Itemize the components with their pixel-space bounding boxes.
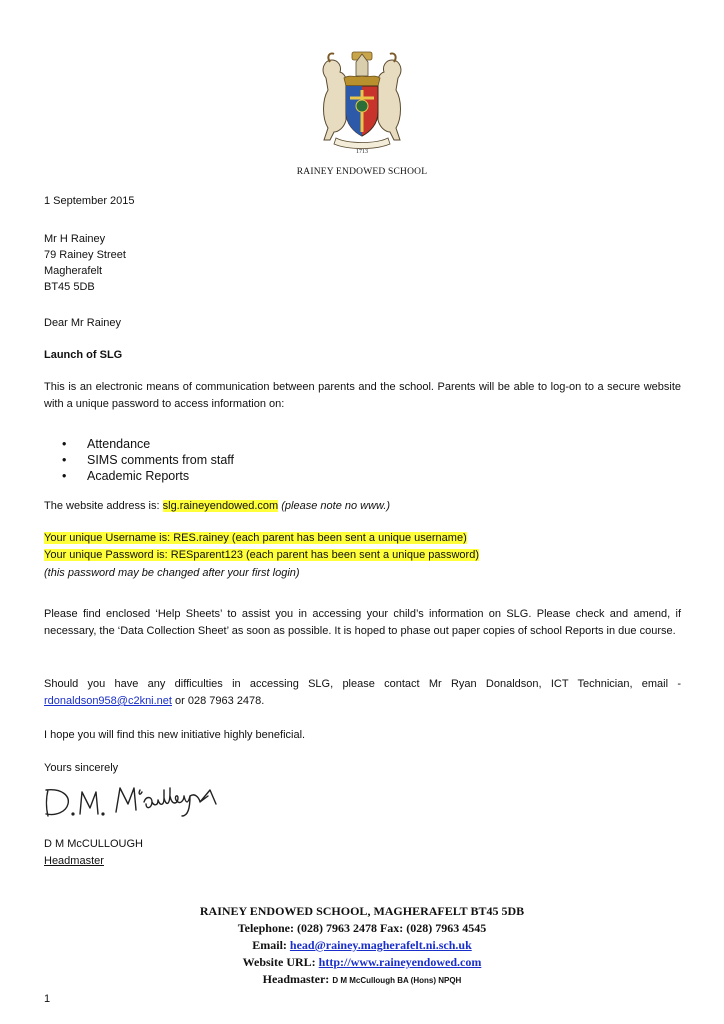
footer-phone: Telephone: (028) 7963 2478 Fax: (028) 7963 4545 [237, 921, 487, 935]
recipient-name: Mr H Rainey [44, 233, 106, 245]
recipient-street: 79 Rainey Street [44, 249, 126, 261]
recipient-town: Magherafelt [44, 265, 103, 277]
signatory-title: Headmaster [44, 855, 104, 867]
password-line: Your unique Password is: RESparent123 (each parent has been sent a unique password) [44, 549, 479, 561]
bullet-item: • SIMS comments from staff [62, 452, 234, 468]
help-paragraph: Please find enclosed ‘Help Sheets’ to assist you in accessing your child’s information on SLG. Please check and amend, if necessary, the ‘Data Collection Sheet’ as soon as possible. It is hoped to phase out paper copies of school Reports in due course. [44, 608, 681, 637]
footer-headmaster-line [0, 971, 724, 989]
closing-hope: I hope you will find this new initiative highly beneficial. [44, 729, 306, 741]
info-bullet-list [62, 436, 234, 484]
footer-email-line [0, 937, 724, 954]
school-crest-logo [312, 48, 412, 154]
bullet-item: • Attendance [62, 436, 234, 452]
website-note: (please note no www.) [281, 500, 391, 512]
sign-off: Yours sincerely [44, 762, 119, 774]
handwritten-signature [40, 782, 230, 822]
contact-phone: or 028 7963 2478. [171, 695, 265, 707]
footer-head-label: Headmaster: [262, 972, 333, 986]
letter-subject: Launch of SLG [44, 349, 123, 361]
website-address: slg.raineyendowed.com [162, 500, 279, 512]
footer-address: RAINEY ENDOWED SCHOOL, MAGHERAFELT BT45 5DB [199, 904, 525, 918]
password-note: (this password may be changed after your first login) [44, 567, 300, 579]
crest-year: 1713 [356, 149, 368, 154]
intro-paragraph: This is an electronic means of communication between parents and the school. Parents will be able to log-on to a secure website with a unique password to access information on: [44, 381, 681, 410]
signatory-name: D M McCULLOUGH [44, 838, 144, 850]
footer-head-name: D M McCullough BA (Hons) NPQH [332, 976, 462, 985]
footer-website-line [0, 954, 724, 971]
footer-email-label: Email: [252, 938, 290, 952]
contact-paragraph [44, 676, 681, 710]
contact-email-link[interactable]: rdonaldson958@c2kni.net [44, 695, 172, 707]
website-prefix: The website address is: [44, 500, 163, 512]
letterhead-school-name: RAINEY ENDOWED SCHOOL [296, 167, 428, 177]
footer-website-label: Website URL: [242, 955, 319, 969]
salutation: Dear Mr Rainey [44, 317, 122, 329]
website-line [44, 498, 390, 514]
footer-email-link[interactable]: head@rainey.magherafelt.ni.sch.uk [289, 938, 472, 952]
username-line: Your unique Username is: RES.rainey (each parent has been sent a unique username) [44, 532, 467, 544]
letter-date: 1 September 2015 [44, 195, 135, 207]
page-number: 1 [44, 993, 51, 1005]
footer-website-link[interactable]: http://www.raineyendowed.com [318, 955, 482, 969]
contact-text: Should you have any difficulties in accessing SLG, please contact Mr Ryan Donaldson, ICT Technician, email - [44, 678, 681, 690]
recipient-postcode: BT45 5DB [44, 281, 95, 293]
bullet-item: • Academic Reports [62, 468, 234, 484]
